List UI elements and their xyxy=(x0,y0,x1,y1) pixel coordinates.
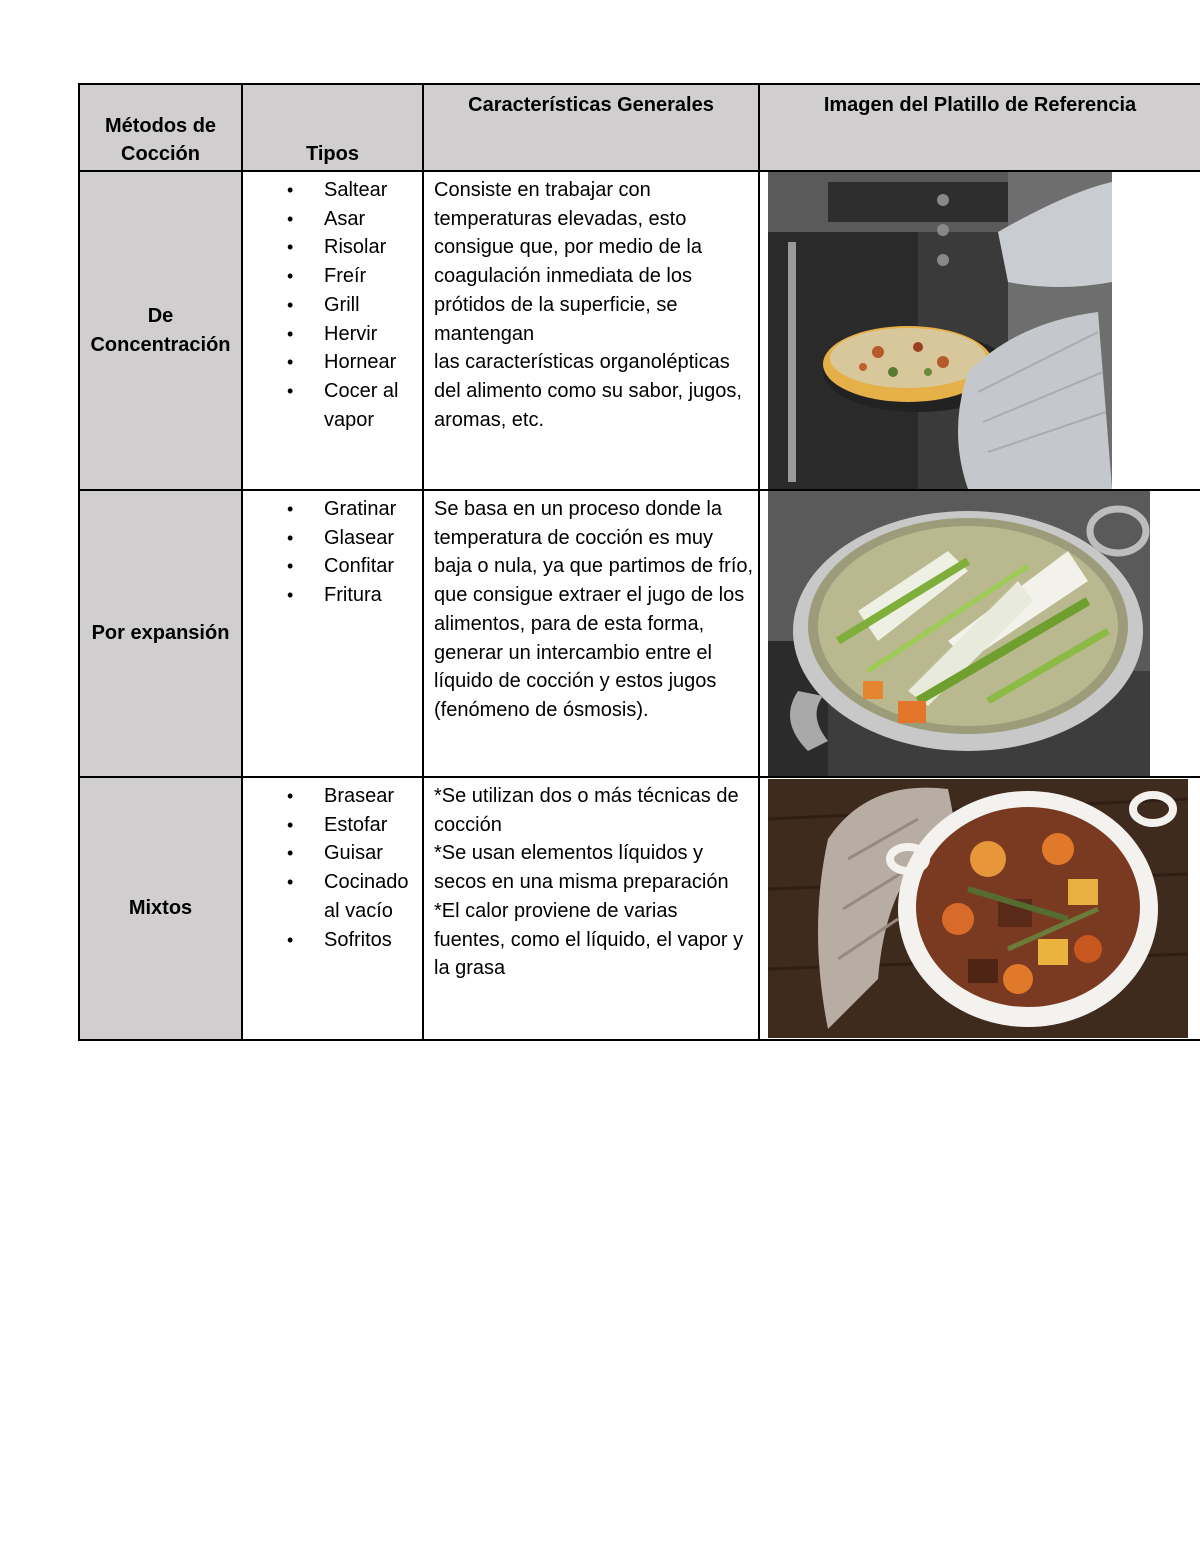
list-item: • Gratinar xyxy=(243,495,422,524)
header-characteristics: Características Generales xyxy=(423,84,759,171)
table-row xyxy=(79,490,1200,777)
method-cell: De Concentración xyxy=(79,171,242,490)
method-cell: Mixtos xyxy=(79,777,242,1040)
types-cell xyxy=(242,490,423,777)
beef-stew-photo xyxy=(768,779,1188,1038)
list-item: • Risolar xyxy=(243,233,422,262)
list-item: • Glasear xyxy=(243,524,422,553)
list-item: • Cocinado al vacío xyxy=(243,868,422,925)
types-list xyxy=(243,172,422,434)
header-methods: Métodos de Cocción xyxy=(79,84,242,171)
types-cell xyxy=(242,777,423,1040)
list-item: • Brasear xyxy=(243,782,422,811)
cooking-methods-table xyxy=(78,83,1200,1041)
list-item: • Sofritos xyxy=(243,926,422,955)
image-cell xyxy=(759,777,1200,1040)
list-item: • Asar xyxy=(243,205,422,234)
list-item: • Hornear xyxy=(243,348,422,377)
list-item: • Saltear xyxy=(243,176,422,205)
header-row xyxy=(79,84,1200,171)
list-item: • Fritura xyxy=(243,581,422,610)
header-types: Tipos xyxy=(242,84,423,171)
description-cell xyxy=(423,777,759,1040)
description-paragraph: las características organolépticas del alimento como su sabor, jugos, aromas, etc. xyxy=(434,351,742,431)
types-cell xyxy=(242,171,423,490)
list-item: • Confitar xyxy=(243,552,422,581)
list-item: • Guisar xyxy=(243,839,422,868)
method-cell: Por expansión xyxy=(79,490,242,777)
image-cell xyxy=(759,171,1200,490)
image-cell xyxy=(759,490,1200,777)
list-item: • Grill xyxy=(243,291,422,320)
list-item: • Freír xyxy=(243,262,422,291)
table-row xyxy=(79,777,1200,1040)
pizza-oven-photo xyxy=(768,172,1112,489)
broth-pot-photo xyxy=(768,491,1150,776)
list-item: • Hervir xyxy=(243,320,422,349)
description-paragraph: *Se utilizan dos o más técnicas de cocción xyxy=(434,785,739,836)
table-row xyxy=(79,171,1200,490)
list-item: • Cocer al vapor xyxy=(243,377,422,434)
types-list xyxy=(243,778,422,954)
description-cell xyxy=(423,490,759,777)
description-paragraph: Se basa en un proceso donde la temperatura de cocción es muy baja o nula, ya que partimos de frío, que consigue extraer el jugo de los alimentos, para de esta forma, generar un intercambio entre el líquido de cocción y estos jugos (fenómeno de ósmosis). xyxy=(434,498,754,721)
types-list xyxy=(243,491,422,610)
description-paragraph: Consiste en trabajar con temperaturas elevadas, esto consigue que, por medio de la coagulación inmediata de los prótidos de la superficie, se mantengan xyxy=(434,179,702,345)
list-item: • Estofar xyxy=(243,811,422,840)
description-paragraph: *Se usan elementos líquidos y secos en una misma preparación xyxy=(434,842,729,894)
header-image: Imagen del Platillo de Referencia xyxy=(759,84,1200,171)
description-cell xyxy=(423,171,759,490)
description-paragraph: *El calor proviene de varias fuentes, como el líquido, el vapor y la grasa xyxy=(434,899,744,980)
